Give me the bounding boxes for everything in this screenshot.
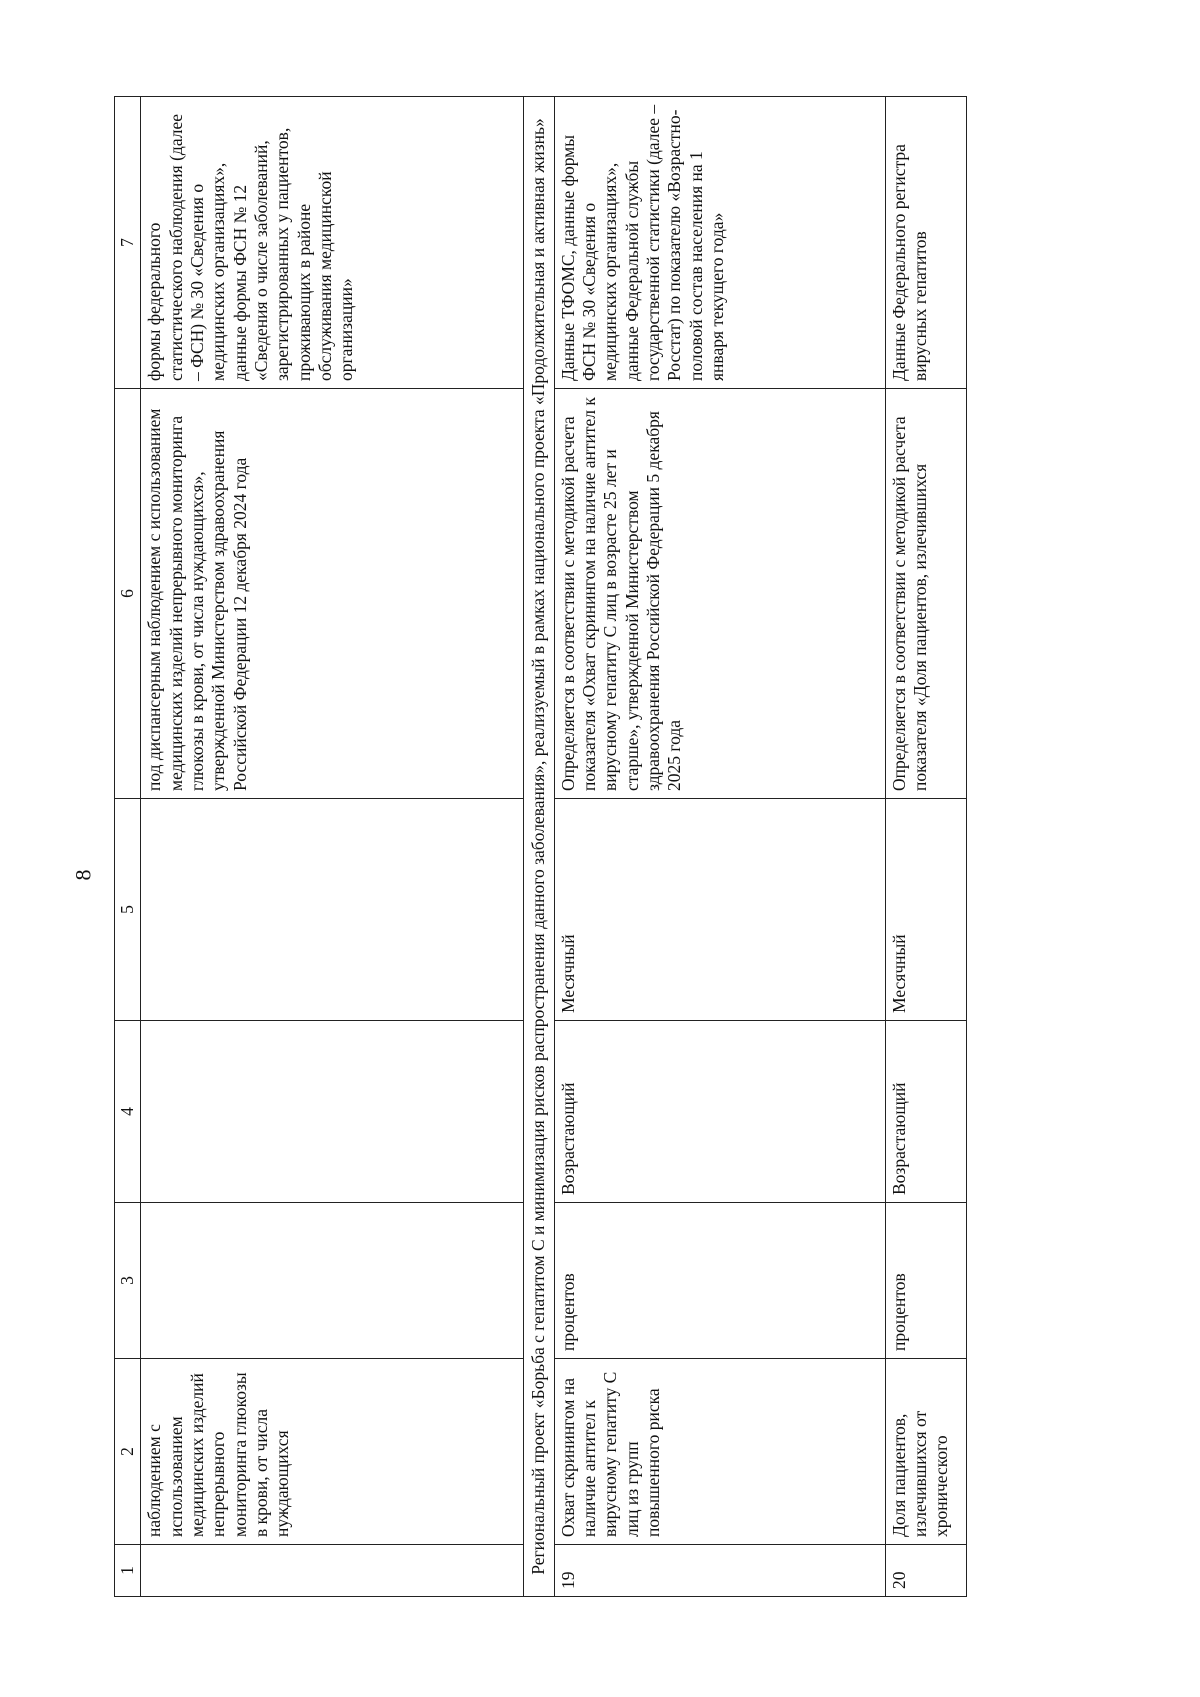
rotated-page-content <box>114 97 1114 1597</box>
cell-method: под диспансерным наблюдением с использованием медицинских изделий непрерывного мониторинга глюкозы в крови, от числа нуждающихся», утвержденной Министерством здравоохранения Российской Федерации 12 декабря 2024 года <box>141 389 524 799</box>
cell-period: Месячный <box>885 799 966 1021</box>
table-row <box>885 97 966 1597</box>
table-row-continued <box>141 97 524 1597</box>
cell-number <box>141 1545 524 1597</box>
cell-indicator-name: наблюдением с использованием медицинских изделий непрерывного мониторинга глюкозы в крови, от числа нуждающихся <box>141 1359 524 1545</box>
cell-unit: процентов <box>554 1203 885 1359</box>
cell-source: Данные Федерального регистра вирусных гепатитов <box>885 97 966 389</box>
indicators-table <box>114 96 967 1597</box>
column-number-row <box>115 97 141 1597</box>
section-title: Региональный проект «Борьба с гепатитом С и минимизация рисков распространения данного заболевания», реализуемый в рамках национального проекта «Продолжительная и активная жизнь» <box>524 97 554 1597</box>
cell-method: Определяется в соответствии с методикой расчета показателя «Охват скринингом на наличие антител к вирусному гепатиту С лиц в возрасте 25 лет и старше», утвержденной Министерством здравоохранения Российской Федерации 5 декабря 2025 года <box>554 389 885 799</box>
header-cell: 5 <box>115 799 141 1021</box>
cell-source: Данные ТФОМС, данные формы ФСН № 30 «Сведения о медицинских организациях», данные Федеральной службы государственной статистики (далее – Росстат) по показателю «Возрастно-половой состав населения на 1 января текущего года» <box>554 97 885 389</box>
cell-trend: Возрастающий <box>554 1021 885 1203</box>
cell-period: Месячный <box>554 799 885 1021</box>
cell-indicator-name: Охват скринингом на наличие антител к вирусному гепатиту С лиц из групп повышенного риска <box>554 1359 885 1545</box>
page-number: 8 <box>70 869 96 881</box>
cell-unit <box>141 1203 524 1359</box>
table-row <box>554 97 885 1597</box>
header-cell: 3 <box>115 1203 141 1359</box>
cell-period <box>141 799 524 1021</box>
section-row <box>524 97 554 1597</box>
header-cell: 7 <box>115 97 141 389</box>
header-cell: 2 <box>115 1359 141 1545</box>
cell-number: 20 <box>885 1545 966 1597</box>
cell-unit: процентов <box>885 1203 966 1359</box>
cell-trend: Возрастающий <box>885 1021 966 1203</box>
header-cell: 6 <box>115 389 141 799</box>
cell-method: Определяется в соответствии с методикой расчета показателя «Доля пациентов, излечившихся <box>885 389 966 799</box>
cell-source: формы федерального статистического наблюдения (далее – ФСН) № 30 «Сведения о медицинских организациях», данные формы ФСН № 12 «Сведения о числе заболеваний, зарегистрированных у пациентов, проживающих в районе обслуживания медицинской организации» <box>141 97 524 389</box>
header-cell: 1 <box>115 1545 141 1597</box>
cell-trend <box>141 1021 524 1203</box>
cell-number: 19 <box>554 1545 885 1597</box>
header-cell: 4 <box>115 1021 141 1203</box>
cell-indicator-name: Доля пациентов, излечившихся от хронического <box>885 1359 966 1545</box>
